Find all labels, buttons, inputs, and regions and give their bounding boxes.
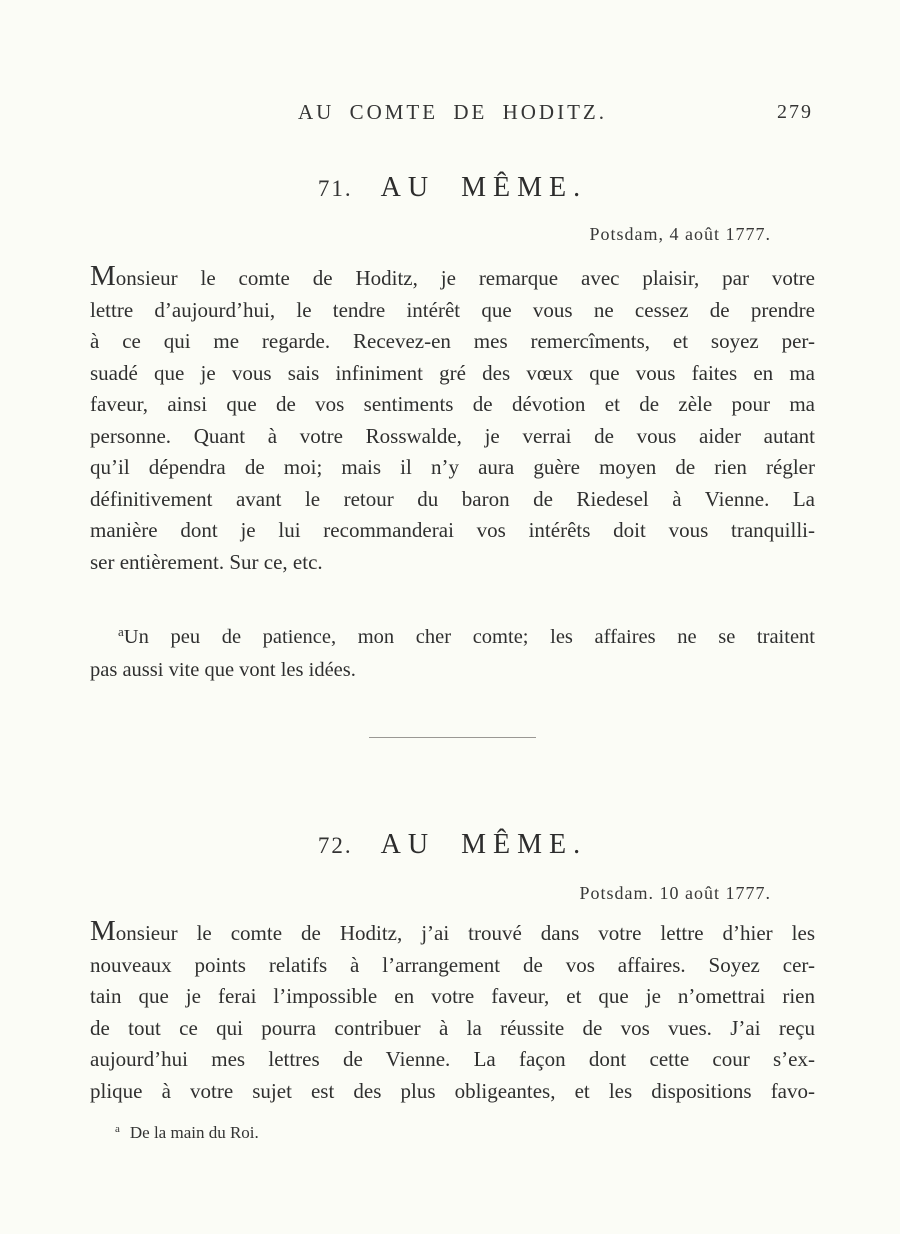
body-line: personne. Quant à votre Rosswalde, je verrai de vous aider autant [90, 423, 815, 448]
body-line: suadé que je vous sais infiniment gré des vœux que vous faites en ma [90, 360, 815, 385]
note-line-text: Un peu de patience, mon cher comte; les affaires ne se traitent [123, 626, 815, 648]
body-line: lettre d’aujourd’hui, le tendre intérêt que vous ne cessez de prendre [90, 297, 815, 322]
footnote-marker: a [115, 1123, 120, 1135]
body-line-text: onsieur le comte de Hoditz, j’ai trouvé dans votre lettre d’hier les [115, 921, 815, 945]
footnote-text: De la main du Roi. [129, 1123, 259, 1142]
body-line: qu’il dépendra de moi; mais il n’y aura guère moyen de rien régler [90, 455, 815, 479]
page-header [90, 100, 815, 126]
section-divider [369, 737, 536, 738]
letter-72-dateline: Potsdam. 10 août 1777. [579, 883, 771, 903]
body-line: manière dont je lui recommanderai vos intérêts doit vous tranquilli- [90, 518, 815, 542]
body-line: de tout ce qui pourra contribuer à la réussite de vos vues. J’ai reçu [90, 1015, 815, 1040]
body-line [90, 915, 815, 950]
letter-72-body [90, 915, 815, 1107]
letter-title: AU MÊME. [380, 172, 588, 203]
body-line: aujourd’hui mes lettres de Vienne. La façon dont cette cour s’ex- [90, 1047, 815, 1071]
body-line: plique à votre sujet est des plus obligeantes, et les dispositions favo- [90, 1078, 815, 1103]
body-line: faveur, ainsi que de vos sentiments de dévotion et de zèle pour ma [90, 392, 815, 416]
letter-72-heading [90, 829, 815, 861]
body-line: nouveaux points relatifs à l’arrangement de vos affaires. Soyez cer- [90, 952, 815, 977]
running-head: AU COMTE DE HODITZ. [298, 100, 607, 124]
letter-number: 71. [317, 176, 353, 201]
body-line: à ce qui me regarde. Recevez-en mes remercîments, et soyez per- [90, 329, 815, 353]
book-page [90, 0, 815, 1143]
drop-cap: M [90, 915, 116, 947]
page-number: 279 [777, 101, 813, 123]
letter-71-note [90, 622, 815, 686]
drop-cap: M [90, 260, 116, 292]
letter-71-heading [90, 172, 815, 204]
body-line: définitivement avant le retour du baron de Riedesel à Vienne. La [90, 486, 815, 511]
body-line: tain que je ferai l’impossible en votre faveur, et que je n’omettrai rien [90, 984, 815, 1008]
body-line-text: onsieur le comte de Hoditz, je remarque avec plaisir, par votre [115, 266, 815, 290]
letter-71-body [90, 260, 815, 578]
letter-title: AU MÊME. [380, 829, 588, 860]
note-line [90, 622, 815, 655]
body-line: ser entièrement. Sur ce, etc. [90, 549, 323, 574]
footnote [90, 1123, 815, 1143]
letter-number: 72. [317, 833, 353, 858]
note-line: pas aussi vite que vont les idées. [90, 658, 356, 681]
note-marker: a [118, 624, 124, 639]
body-line [90, 260, 815, 295]
letter-71-dateline: Potsdam, 4 août 1777. [589, 224, 771, 244]
